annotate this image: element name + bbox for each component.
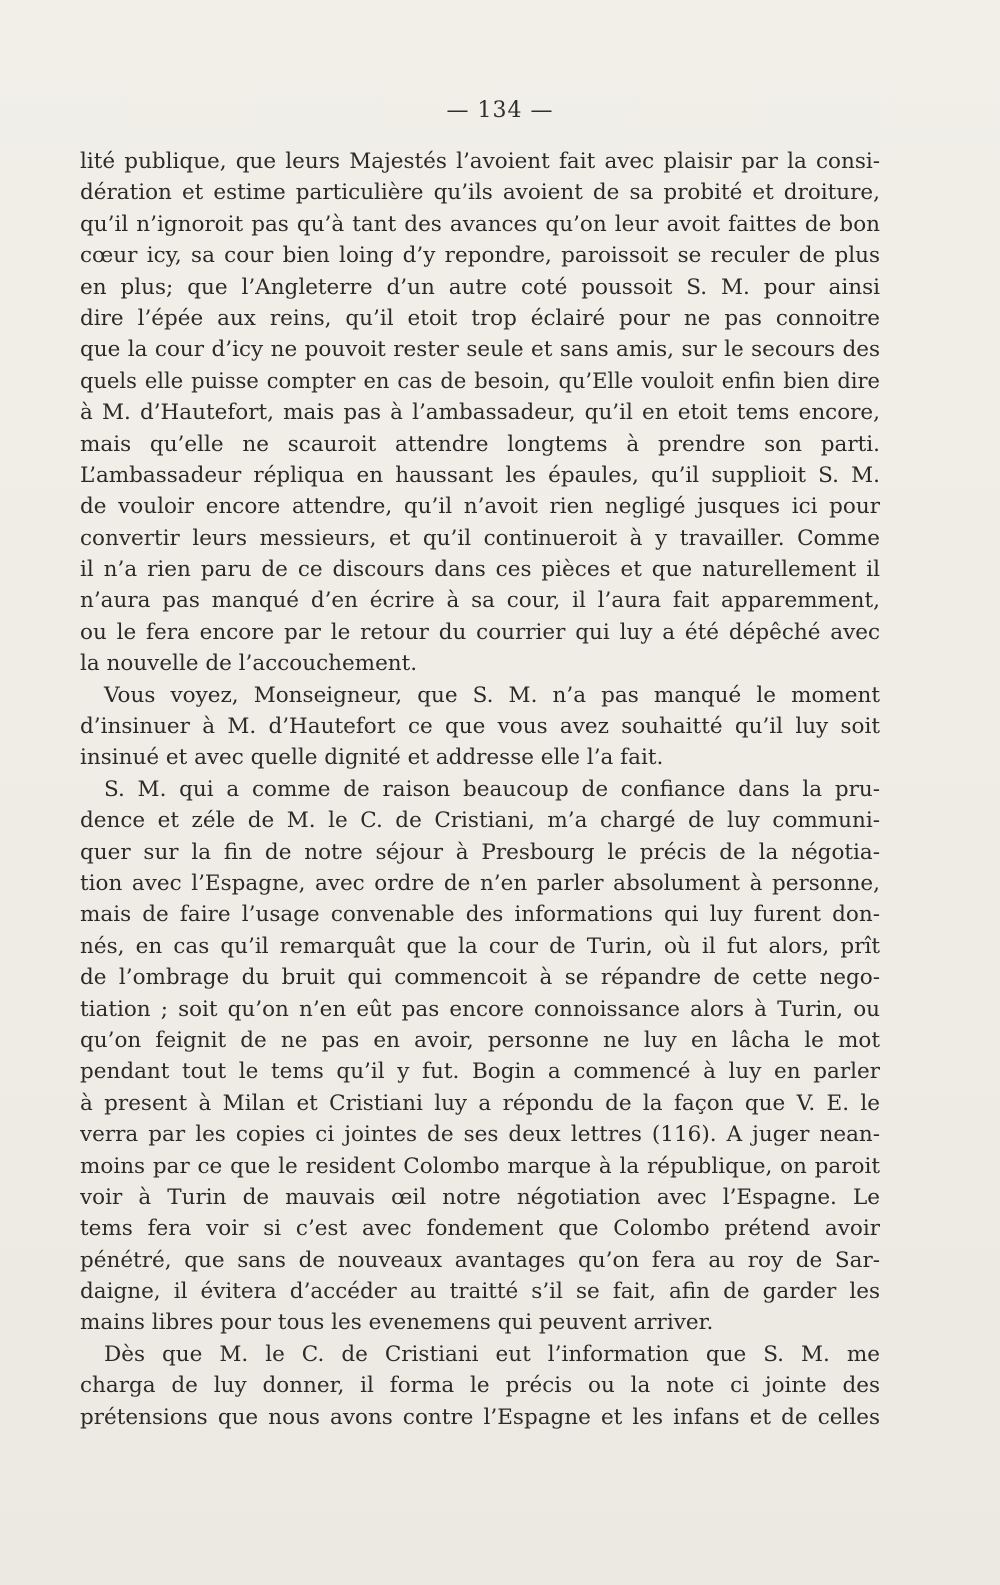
- text-line: quer sur la fin de notre séjour à Presbourg le précis de la négotia-: [80, 839, 880, 865]
- text-line: en plus; que l’Angleterre d’un autre coté poussoit S. M. pour ainsi: [80, 274, 880, 300]
- text-line: pendant tout le tems qu’il y fut. Bogin a commencé à luy en parler: [80, 1059, 880, 1085]
- text-line: dire l’épée aux reins, qu’il etoit trop éclairé pour ne pas connoitre: [80, 305, 880, 331]
- text-line: voir à Turin de mauvais œil notre négotiation avec l’Espagne. Le: [80, 1184, 880, 1210]
- text-line: moins par ce que le resident Colombo marque à la république, on paroit: [80, 1153, 880, 1179]
- text-line: Dès que M. le C. de Cristiani eut l’information que S. M. me: [104, 1341, 880, 1367]
- text-line: dence et zéle de M. le C. de Cristiani, m’a chargé de luy communi-: [80, 808, 880, 834]
- text-line: de vouloir encore attendre, qu’il n’avoit rien negligé jusques ici pour: [80, 494, 880, 520]
- text-line: insinué et avec quelle dignité et addresse elle l’a fait.: [80, 745, 664, 771]
- text-line: L’ambassadeur répliqua en haussant les épaules, qu’il supplioit S. M.: [80, 462, 880, 488]
- text-line: prétensions que nous avons contre l’Espagne et les infans et de celles: [80, 1404, 880, 1430]
- body-text: [80, 146, 880, 1433]
- text-line: de l’ombrage du bruit qui commencoit à se répandre de cette nego-: [80, 965, 880, 991]
- text-line: mais qu’elle ne scauroit attendre longtems à prendre son parti.: [80, 431, 880, 457]
- text-line: n’aura pas manqué d’en écrire à sa cour, il l’aura fait apparemment,: [80, 588, 880, 614]
- text-line: cœur icy, sa cour bien loing d’y repondre, paroissoit se reculer de plus: [80, 243, 880, 269]
- text-line: pénétré, que sans de nouveaux avantages qu’on fera au roy de Sar-: [80, 1247, 880, 1273]
- text-line: il n’a rien paru de ce discours dans ces pièces et que naturellement il: [80, 557, 880, 583]
- text-line: nés, en cas qu’il remarquât que la cour de Turin, où il fut alors, prît: [80, 933, 880, 959]
- text-line: qu’il n’ignoroit pas qu’à tant des avances qu’on leur avoit faittes de bon: [80, 211, 880, 237]
- text-line: d’insinuer à M. d’Hautefort ce que vous avez souhaitté qu’il luy soit: [80, 714, 880, 740]
- text-line: convertir leurs messieurs, et qu’il continueroit à y travailler. Comme: [80, 525, 880, 551]
- text-line: mains libres pour tous les evenemens qui peuvent arriver.: [80, 1310, 714, 1336]
- text-line: la nouvelle de l’accouchement.: [80, 651, 418, 677]
- text-line: tiation ; soit qu’on n’en eût pas encore connoissance alors à Turin, ou: [80, 996, 880, 1022]
- text-line: Vous voyez, Monseigneur, que S. M. n’a pas manqué le moment: [104, 682, 880, 708]
- text-line: lité publique, que leurs Majestés l’avoient fait avec plaisir par la consi-: [80, 149, 880, 174]
- text-line: tems fera voir si c’est avec fondement que Colombo prétend avoir: [80, 1216, 880, 1242]
- text-line: mais de faire l’usage convenable des informations qui luy furent don-: [80, 902, 880, 928]
- page-number: — 134 —: [446, 98, 554, 123]
- text-line: ou le fera encore par le retour du courrier qui luy a été dépêché avec: [80, 619, 880, 645]
- text-line: à M. d’Hautefort, mais pas à l’ambassadeur, qu’il en etoit tems encore,: [80, 400, 880, 426]
- text-line: daigne, il évitera d’accéder au traitté s’il se fait, afin de garder les: [80, 1279, 880, 1305]
- text-line: dération et estime particulière qu’ils avoient de sa probité et droiture,: [80, 180, 880, 206]
- text-line: charga de luy donner, il forma le précis ou la note ci jointe des: [80, 1373, 880, 1399]
- text-line: tion avec l’Espagne, avec ordre de n’en parler absolument à personne,: [80, 870, 880, 896]
- text-line: S. M. qui a comme de raison beaucoup de confiance dans la pru-: [104, 776, 880, 802]
- text-line: que la cour d’icy ne pouvoit rester seule et sans amis, sur le secours des: [80, 337, 880, 363]
- text-line: verra par les copies ci jointes de ses deux lettres (116). A juger nean-: [80, 1122, 880, 1148]
- text-line: qu’on feignit de ne pas en avoir, personne ne luy en lâcha le mot: [80, 1027, 880, 1053]
- text-line: quels elle puisse compter en cas de besoin, qu’Elle vouloit enfin bien dire: [80, 368, 880, 393]
- text-line: à present à Milan et Cristiani luy a répondu de la façon que V. E. le: [80, 1090, 880, 1116]
